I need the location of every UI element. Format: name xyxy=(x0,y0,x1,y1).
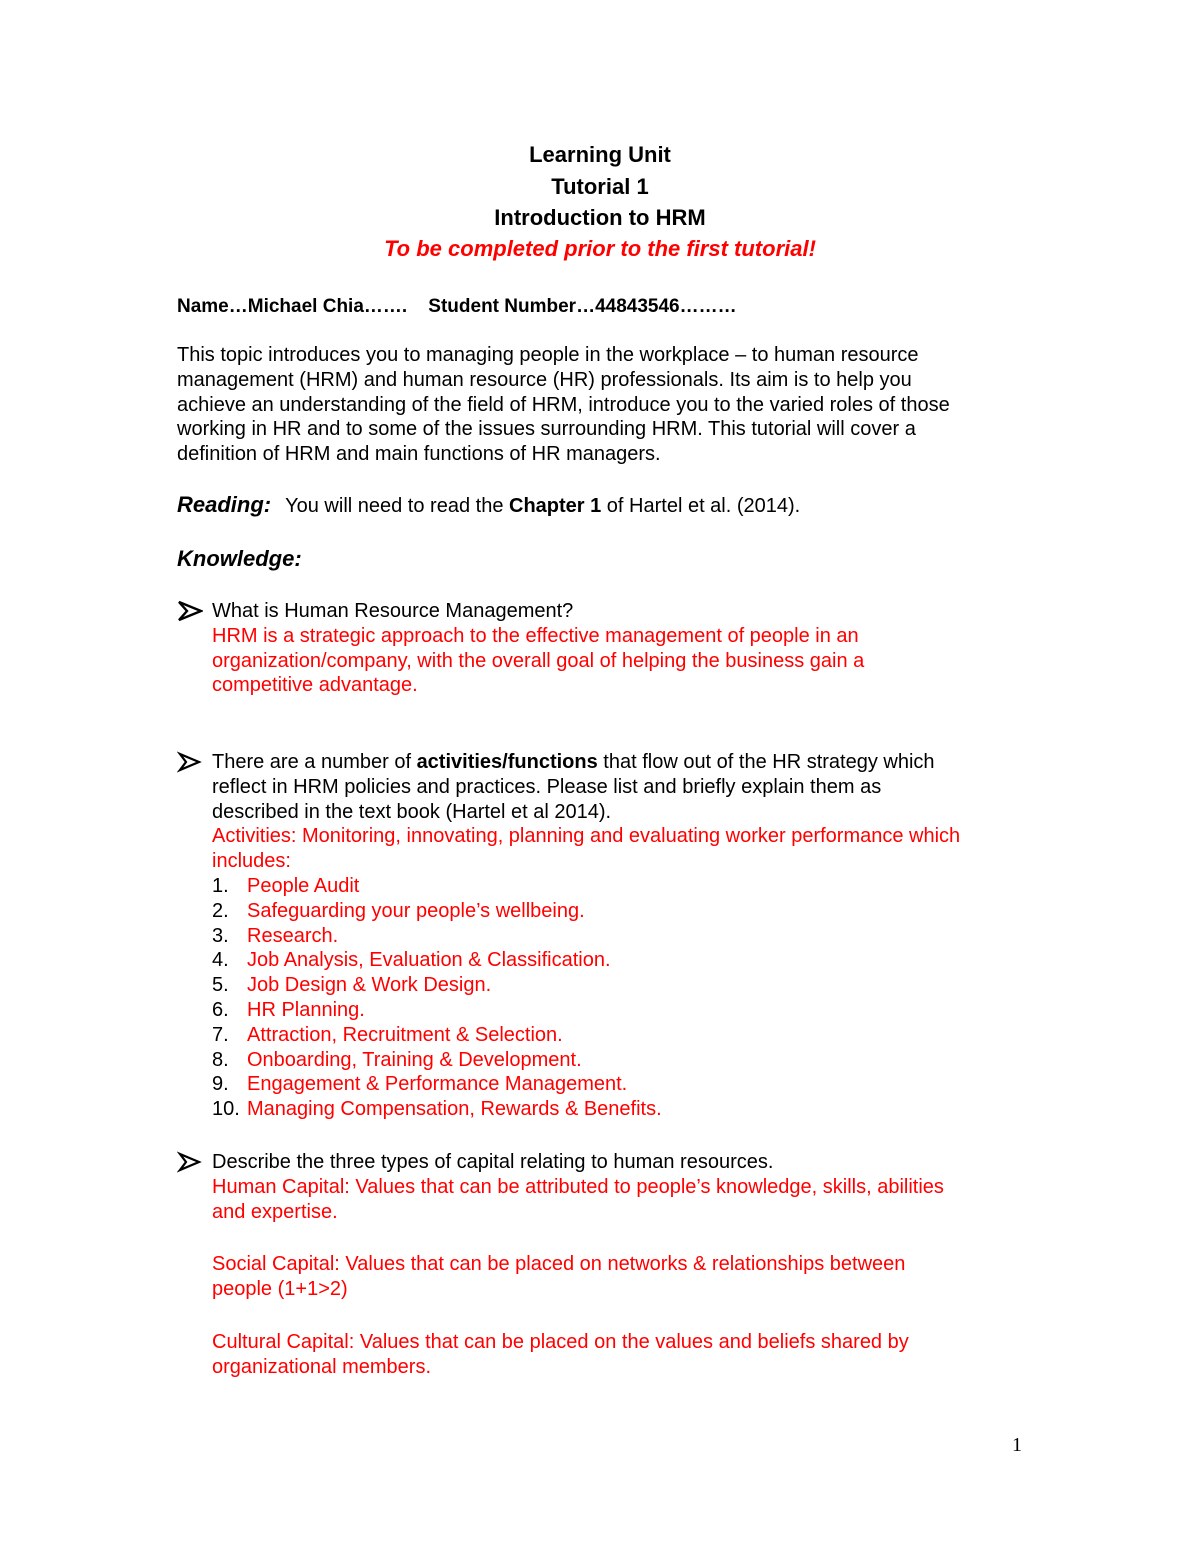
spacer xyxy=(212,1302,944,1330)
list-item xyxy=(177,1097,960,1122)
item-text: Research. xyxy=(247,924,339,947)
activities-list xyxy=(177,874,960,1122)
item-number: 7. xyxy=(212,1023,229,1046)
intro-line: management (HRM) and human resource (HR) professionals. Its aim is to help you xyxy=(177,368,912,391)
list-item xyxy=(177,948,960,973)
question-text xyxy=(212,750,960,775)
answer-line: Activities: Monitoring, innovating, planning and evaluating worker performance which xyxy=(212,825,961,848)
question-text: Describe the three types of capital relating to human resources. xyxy=(212,1151,774,1173)
spacer xyxy=(212,1224,944,1252)
tutorial-title: Tutorial 1 xyxy=(551,174,649,199)
arrow-bullet-icon xyxy=(177,1150,205,1181)
list-item xyxy=(177,924,960,949)
list-item xyxy=(177,1072,960,1097)
question-pre: There are a number of xyxy=(212,751,417,773)
question-text: What is Human Resource Management? xyxy=(212,600,574,622)
list-item xyxy=(177,998,960,1023)
intro-line: This topic introduces you to managing people in the workplace – to human resource xyxy=(177,344,919,366)
item-number: 9. xyxy=(212,1073,229,1096)
item-number: 6. xyxy=(212,998,229,1021)
intro-line: achieve an understanding of the field of HRM, introduce you to the varied roles of those xyxy=(177,393,950,416)
item-text: Attraction, Recruitment & Selection. xyxy=(247,1023,563,1046)
item-text: Job Design & Work Design. xyxy=(247,974,492,997)
item-text: Job Analysis, Evaluation & Classification. xyxy=(247,949,611,972)
item-number: 4. xyxy=(212,949,229,972)
intro-paragraph xyxy=(177,343,1037,467)
item-number: 10. xyxy=(212,1098,240,1121)
item-text: People Audit xyxy=(247,874,360,897)
item-text: Engagement & Performance Management. xyxy=(247,1073,628,1096)
question-bold: activities/functions xyxy=(416,751,598,773)
intro-line: working in HR and to some of the issues surrounding HRM. This tutorial will cover a xyxy=(177,418,916,441)
arrow-bullet-icon xyxy=(177,750,205,781)
question-text: described in the text book (Hartel et al 2014). xyxy=(212,800,612,823)
student-details: Name…Michael Chia……. Student Number…44843546……… xyxy=(177,296,737,317)
answer-line: Social Capital: Values that can be placed on networks & relationships between xyxy=(212,1253,906,1276)
answer-line: Cultural Capital: Values that can be placed on the values and beliefs shared by xyxy=(212,1330,909,1353)
list-item xyxy=(177,1048,960,1073)
page-number: 1 xyxy=(1012,1434,1022,1456)
unit-title: Learning Unit xyxy=(529,142,671,167)
answer-line: includes: xyxy=(212,850,291,873)
completion-note: To be completed prior to the first tutorial! xyxy=(384,236,816,261)
question-post: that flow out of the HR strategy which xyxy=(597,751,935,773)
item-text: HR Planning. xyxy=(247,998,365,1021)
answer-line: Human Capital: Values that can be attributed to people’s knowledge, skills, abilities xyxy=(212,1175,944,1198)
reading-post: of Hartel et al. (2014). xyxy=(601,495,801,517)
answer-line: organization/company, with the overall goal of helping the business gain a xyxy=(212,649,865,672)
intro-line: definition of HRM and main functions of HR managers. xyxy=(177,443,661,466)
arrow-bullet-icon xyxy=(177,599,205,630)
reading-line xyxy=(177,492,800,519)
reading-chapter: Chapter 1 xyxy=(509,495,602,517)
answer-line: competitive advantage. xyxy=(212,674,418,697)
item-number: 5. xyxy=(212,974,229,997)
list-item xyxy=(177,874,960,899)
reading-label: Reading: xyxy=(177,492,272,517)
item-number: 8. xyxy=(212,1048,229,1071)
knowledge-heading: Knowledge: xyxy=(177,546,302,571)
list-item xyxy=(177,1023,960,1048)
item-number: 1. xyxy=(212,874,229,897)
answer-line: HRM is a strategic approach to the effective management of people in an xyxy=(212,624,859,647)
reading-pre: You will need to read the xyxy=(285,495,509,517)
item-text: Onboarding, Training & Development. xyxy=(247,1048,582,1071)
item-text: Safeguarding your people’s wellbeing. xyxy=(247,899,585,922)
item-number: 3. xyxy=(212,924,229,947)
answer-line: and expertise. xyxy=(212,1200,338,1223)
answer-line: organizational members. xyxy=(212,1355,431,1378)
question-text: reflect in HRM policies and practices. Please list and briefly explain them as xyxy=(212,775,882,798)
list-item xyxy=(177,899,960,924)
topic-title: Introduction to HRM xyxy=(494,205,706,230)
list-item xyxy=(177,973,960,998)
answer-line: people (1+1>2) xyxy=(212,1278,348,1301)
item-number: 2. xyxy=(212,899,229,922)
item-text: Managing Compensation, Rewards & Benefits. xyxy=(247,1098,662,1121)
